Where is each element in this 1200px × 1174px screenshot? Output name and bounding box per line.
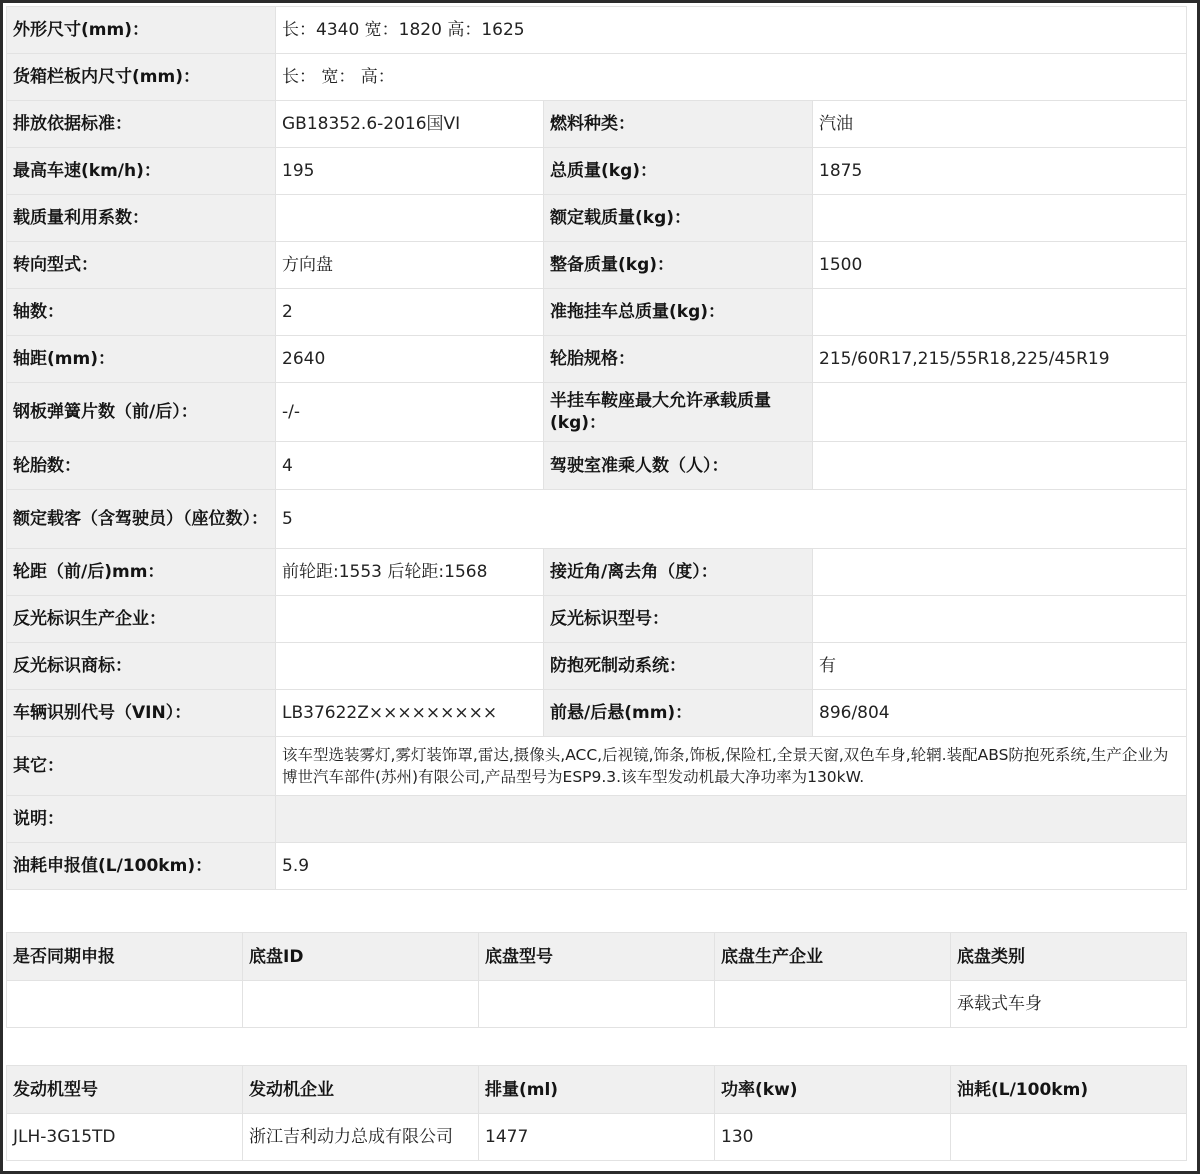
dimensions-value: 长：4340 宽：1820 高：1625: [276, 7, 1187, 54]
total-mass-value: 1875: [813, 148, 1187, 195]
chassis-header-cell: 底盘生产企业: [715, 933, 951, 981]
trailer-mass-value: [813, 289, 1187, 336]
tire-spec-label: 轮胎规格：: [544, 336, 813, 383]
vehicle-spec-table: [6, 6, 1187, 890]
vin-label: 车辆识别代号（VIN）：: [7, 690, 276, 737]
note-value: [276, 796, 1187, 843]
vin-value: LB37622Z×××××××××: [276, 690, 544, 737]
spec-row-dimensions: [7, 7, 1187, 54]
chassis-cell: [243, 981, 479, 1028]
chassis-header-cell: 是否同期申报: [7, 933, 243, 981]
abs-value: 有: [813, 643, 1187, 690]
tires-value: 4: [276, 442, 544, 490]
trailer-mass-label: 准拖挂车总质量(kg)：: [544, 289, 813, 336]
spec-row-other: [7, 737, 1187, 796]
rated-load-value: [813, 195, 1187, 242]
spec-row-note: [7, 796, 1187, 843]
spec-row-track: [7, 549, 1187, 596]
steering-value: 方向盘: [276, 242, 544, 289]
axles-label: 轴数：: [7, 289, 276, 336]
spec-row-reflector: [7, 596, 1187, 643]
wheelbase-value: 2640: [276, 336, 544, 383]
passengers-label: 额定载客（含驾驶员）（座位数）：: [7, 490, 276, 549]
saddle-label: 半挂车鞍座最大允许承载质量(kg)：: [544, 383, 813, 442]
max-speed-label: 最高车速(km/h)：: [7, 148, 276, 195]
spec-row-fuel-consumption: [7, 843, 1187, 890]
engine-cell: 浙江吉利动力总成有限公司: [243, 1114, 479, 1161]
rated-load-label: 额定载质量(kg)：: [544, 195, 813, 242]
engine-data-row: [7, 1114, 1187, 1161]
reflector-model-value: [813, 596, 1187, 643]
angles-label: 接近角/离去角（度）：: [544, 549, 813, 596]
cab-seats-value: [813, 442, 1187, 490]
engine-cell: 130: [715, 1114, 951, 1161]
wheelbase-label: 轴距(mm)：: [7, 336, 276, 383]
other-label: 其它：: [7, 737, 276, 796]
chassis-header-row: [7, 933, 1187, 981]
engine-cell: [951, 1114, 1187, 1161]
emission-value: GB18352.6-2016国VI: [276, 101, 544, 148]
reflector-model-label: 反光标识型号：: [544, 596, 813, 643]
cargo-box-value: 长： 宽： 高：: [276, 54, 1187, 101]
spec-row-steering: [7, 242, 1187, 289]
spec-row-speed: [7, 148, 1187, 195]
reflector-brand-label: 反光标识商标：: [7, 643, 276, 690]
steering-label: 转向型式：: [7, 242, 276, 289]
track-label: 轮距（前/后)mm：: [7, 549, 276, 596]
spec-row-leaf-spring: [7, 383, 1187, 442]
curb-mass-label: 整备质量(kg)：: [544, 242, 813, 289]
reflector-maker-value: [276, 596, 544, 643]
engine-cell: JLH-3G15TD: [7, 1114, 243, 1161]
chassis-header-cell: 底盘类别: [951, 933, 1187, 981]
dimensions-label: 外形尺寸(mm)：: [7, 7, 276, 54]
curb-mass-value: 1500: [813, 242, 1187, 289]
leaf-spring-label: 钢板弹簧片数（前/后）：: [7, 383, 276, 442]
engine-header-cell: 排量(ml): [479, 1066, 715, 1114]
spec-row-vin: [7, 690, 1187, 737]
chassis-header-cell: 底盘型号: [479, 933, 715, 981]
spec-row-emission: [7, 101, 1187, 148]
overhang-label: 前悬/后悬(mm)：: [544, 690, 813, 737]
other-value: 该车型选装雾灯,雾灯装饰罩,雷达,摄像头,ACC,后视镜,饰条,饰板,保险杠,全景天窗,双色车身,轮辋.装配ABS防抱死系统,生产企业为博世汽车部件(苏州)有限公司,产品型号为ESP9.3.该车型发动机最大净功率为130kW.: [276, 737, 1187, 796]
engine-header-cell: 发动机企业: [243, 1066, 479, 1114]
note-label: 说明：: [7, 796, 276, 843]
tires-label: 轮胎数：: [7, 442, 276, 490]
track-value: 前轮距:1553 后轮距:1568: [276, 549, 544, 596]
fuel-consumption-value: 5.9: [276, 843, 1187, 890]
fuel-label: 燃料种类：: [544, 101, 813, 148]
load-coef-label: 载质量利用系数：: [7, 195, 276, 242]
tire-spec-value: 215/60R17,215/55R18,225/45R19: [813, 336, 1187, 383]
fuel-consumption-label: 油耗申报值(L/100km)：: [7, 843, 276, 890]
chassis-cell: [715, 981, 951, 1028]
engine-cell: 1477: [479, 1114, 715, 1161]
passengers-value: 5: [276, 490, 1187, 549]
engine-header-cell: 功率(kw): [715, 1066, 951, 1114]
spec-row-axles: [7, 289, 1187, 336]
chassis-header-cell: 底盘ID: [243, 933, 479, 981]
engine-header-row: [7, 1066, 1187, 1114]
spec-row-cargo-box: [7, 54, 1187, 101]
spec-row-wheelbase: [7, 336, 1187, 383]
spec-row-reflector-brand: [7, 643, 1187, 690]
cargo-box-label: 货箱栏板内尺寸(mm)：: [7, 54, 276, 101]
abs-label: 防抱死制动系统：: [544, 643, 813, 690]
total-mass-label: 总质量(kg)：: [544, 148, 813, 195]
spec-row-tires: [7, 442, 1187, 490]
angles-value: [813, 549, 1187, 596]
emission-label: 排放依据标准：: [7, 101, 276, 148]
saddle-value: [813, 383, 1187, 442]
chassis-data-row: [7, 981, 1187, 1028]
chassis-cell: [479, 981, 715, 1028]
engine-header-cell: 油耗(L/100km): [951, 1066, 1187, 1114]
reflector-maker-label: 反光标识生产企业：: [7, 596, 276, 643]
load-coef-value: [276, 195, 544, 242]
cab-seats-label: 驾驶室准乘人数（人）：: [544, 442, 813, 490]
overhang-value: 896/804: [813, 690, 1187, 737]
chassis-cell: 承载式车身: [951, 981, 1187, 1028]
chassis-cell: [7, 981, 243, 1028]
axles-value: 2: [276, 289, 544, 336]
reflector-brand-value: [276, 643, 544, 690]
engine-table: [6, 1065, 1187, 1161]
spec-row-load: [7, 195, 1187, 242]
chassis-table: [6, 932, 1187, 1028]
fuel-value: 汽油: [813, 101, 1187, 148]
max-speed-value: 195: [276, 148, 544, 195]
engine-header-cell: 发动机型号: [7, 1066, 243, 1114]
leaf-spring-value: -/-: [276, 383, 544, 442]
spec-row-passengers: [7, 490, 1187, 549]
